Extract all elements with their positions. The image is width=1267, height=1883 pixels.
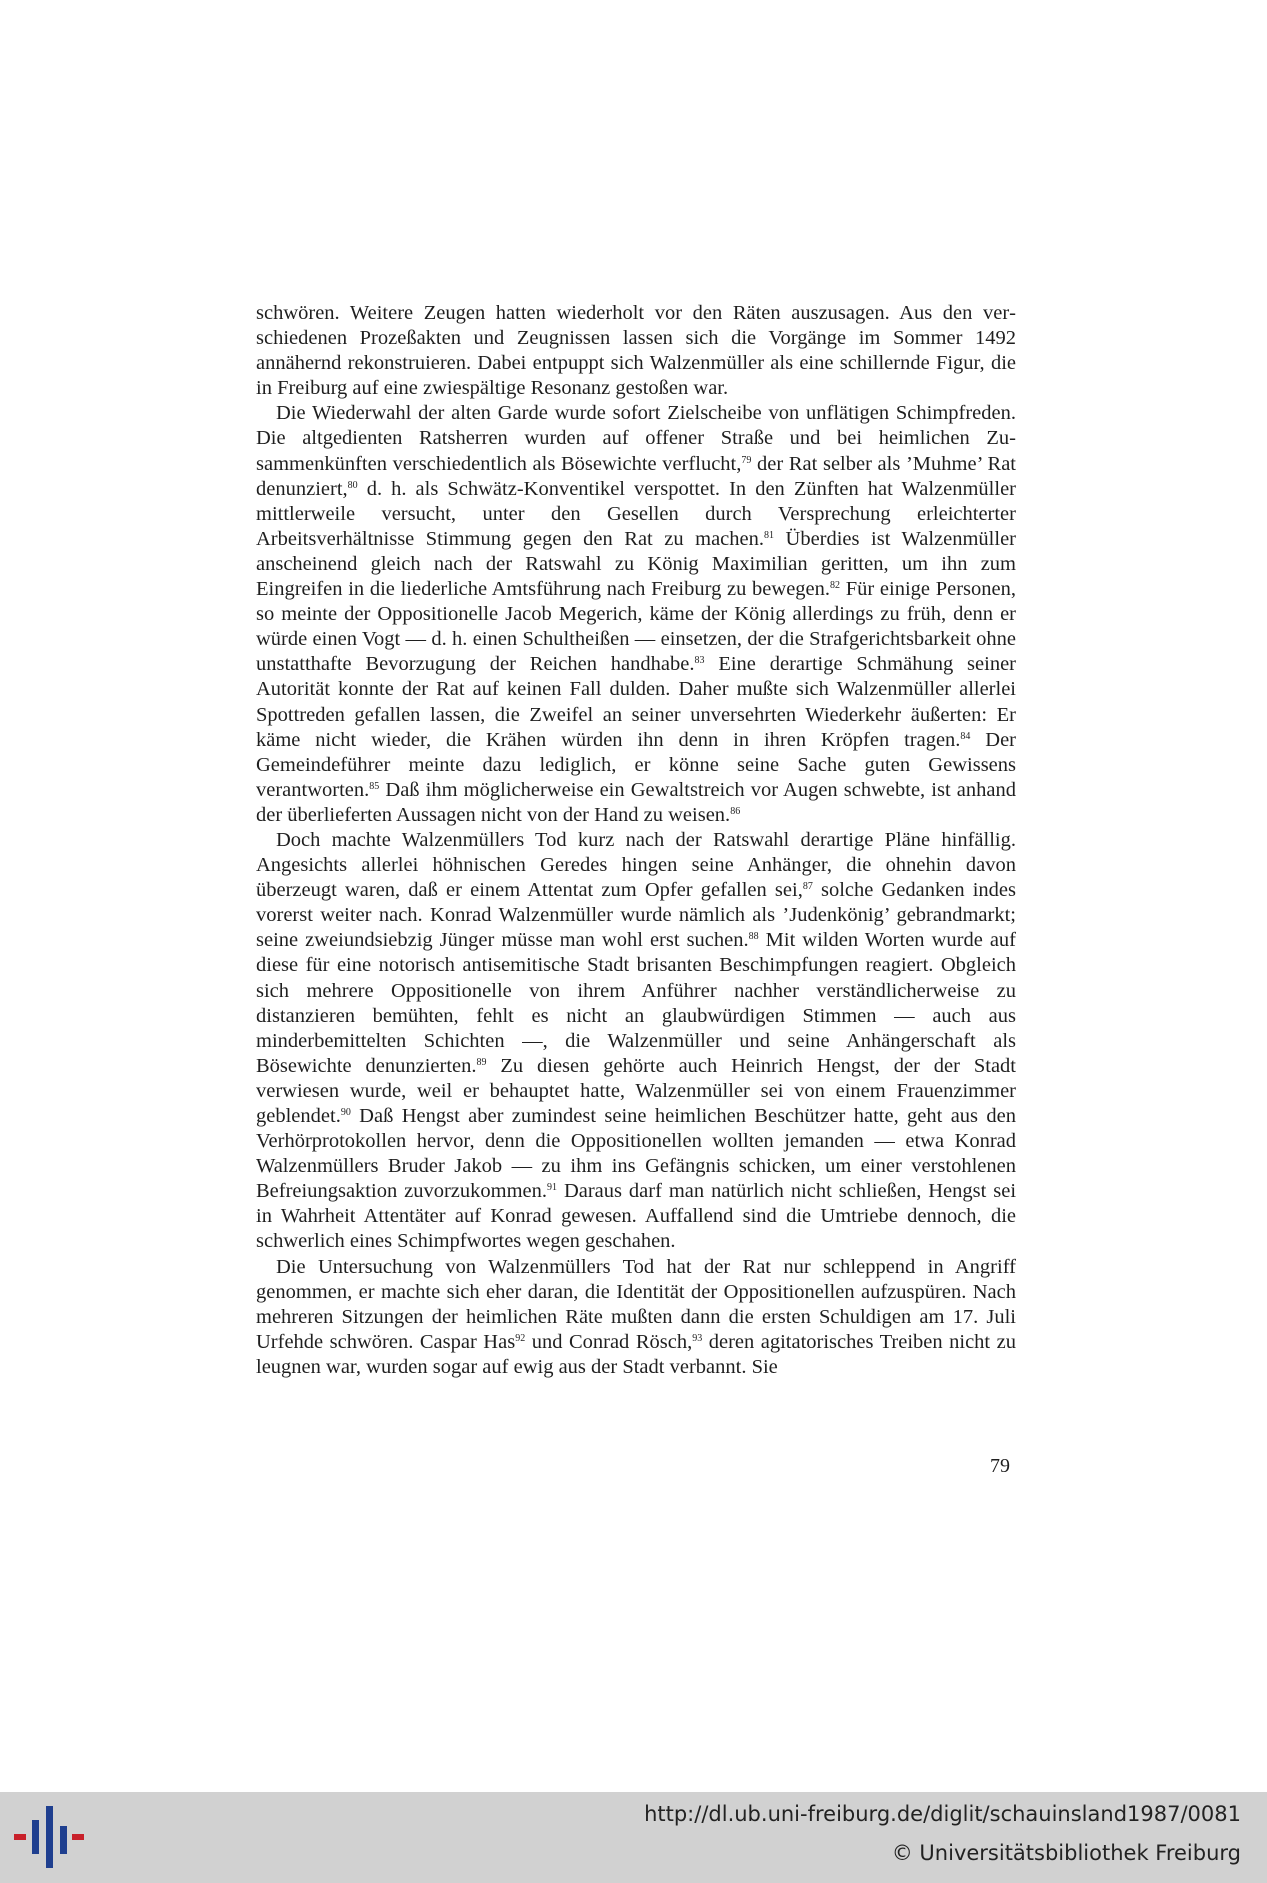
body-text — [256, 301, 1016, 1380]
footer-copyright: © Universitätsbibliothek Freiburg — [891, 1841, 1241, 1865]
library-logo-icon — [14, 1806, 80, 1868]
paragraph — [256, 1255, 1016, 1380]
text-run: und Conrad Rösch, — [525, 1330, 693, 1353]
text-run: Für einige Personen, so meinte der Oppositionelle Jacob Megerich, käme der König allerdings zu früh, denn er würde einen Vogt — d. h. einen Schultheißen — einsetzen, der die Strafgerichtsbarkeit ohne unstatthafte Bevorzugung der Reichen handhabe. — [256, 578, 1016, 676]
text-run: d. h. als Schwätz-Konventikel verspottet. In den Zünften hat Walzenmüller mittlerweile versucht, unter den Gesellen durch Versprechung erleichterter Arbeitsverhältnisse Stimmung gegen den Rat zu machen. — [256, 477, 1016, 550]
footnote-ref: 81 — [764, 529, 774, 541]
paragraph — [256, 301, 1016, 401]
text-run: Der Gemeindeführer meinte dazu lediglich, er könne seine Sache guten Gewissens verantworten. — [256, 728, 1017, 801]
footnote-ref: 90 — [340, 1107, 351, 1118]
text-run: Daß ihm möglicherweise ein Gewaltstreich vor Augen schwebte, ist anhand der überlieferten Aussagen nicht von der Hand zu weisen. — [256, 778, 1016, 826]
footnote-ref: 93 — [692, 1332, 703, 1344]
footnote-ref: 86 — [730, 805, 741, 817]
footnote-ref: 92 — [515, 1332, 526, 1344]
footnote-ref: 91 — [547, 1182, 558, 1194]
text-run: deren agitatorisches Treiben nicht zu leugnen war, wurden sogar auf ewig aus der Stadt verbannt. Sie — [256, 1330, 1016, 1378]
footnote-ref: 87 — [802, 881, 813, 893]
text-run: Die Wiederwahl der alten Garde wurde sofort Zielscheibe von unflätigen Schimpfreden. Die altgedienten Ratsherren wurden auf offener Straße und bei heimlichen Zusammenkünften verschiedentlich als Bösewichte verflucht, — [256, 402, 1016, 475]
text-run: solche Gedanken indes vorerst weiter nach. Konrad Walzenmüller wurde nämlich als ’Judenkönig’ gebrandmarkt; seine zweiundsiebzig Jünger müsse man wohl erst suchen. — [256, 879, 1016, 952]
text-run: schwören. Weitere Zeugen hatten wiederholt vor den Räten auszusagen. Aus den verschiedenen Prozeßakten und Zeugnissen lassen sich die Vorgänge im Sommer 1492 annähernd rekonstruieren. Dabei entpuppt sich Walzenmüller als eine schillernde Figur, die in Freiburg auf eine zwiespältige Resonanz gestoßen war. — [256, 302, 1016, 400]
text-run: der Rat selber als ’Muhme’ Rat denunziert, — [256, 452, 1016, 500]
text-run: Die Untersuchung von Walzenmüllers Tod hat der Rat nur schleppend in Angriff genommen, er machte sich eher daran, die Identität der Oppositionellen aufzuspüren. Nach mehreren Sitzungen der heimlichen Räte mußten dann die ersten Schuldigen am 17. Juli Urfehde schwören. Caspar Has — [256, 1255, 1016, 1353]
logo-bar — [46, 1806, 53, 1868]
footnote-ref: 89 — [476, 1056, 487, 1068]
footnote-ref: 84 — [960, 730, 971, 742]
text-run: Mit wilden Worten wurde auf diese für eine notorisch antisemitische Stadt brisanten Beschimpfungen reagiert. Obgleich sich mehrere Oppositionelle von ihrem Anführer nachher verständlicherweise zu distanzieren bemühten, fehlt es nicht an glaubwürdigen Stimmen — auch aus minderbemittelten Schichten —, die Walzenmüller und seine Anhängerschaft als Bösewichte denunzierten. — [256, 929, 1016, 1077]
footnote-ref: 83 — [694, 655, 705, 667]
logo-bar — [72, 1834, 84, 1840]
footer-bar — [0, 1792, 1267, 1883]
logo-bar — [14, 1834, 26, 1840]
text-run: Doch machte Walzenmüllers Tod kurz nach der Ratswahl derartige Pläne hinfällig. Angesichts allerlei höhnischen Geredes hingen seine Anhänger, die ohnehin davon überzeugt waren, daß er einem Attentat zum Opfer gefallen sei, — [256, 828, 1016, 902]
footer-url-link[interactable]: http://dl.ub.uni-freiburg.de/diglit/schauinsland1987/0081 — [644, 1802, 1241, 1826]
paragraph — [256, 828, 1016, 1255]
logo-bar — [60, 1826, 67, 1854]
footnote-ref: 88 — [748, 931, 759, 943]
text-run: Eine derartige Schmähung seiner Autorität konnte der Rat auf keinen Fall dulden. Daher mußte sich Walzenmüller allerlei Spottreden gefallen lassen, die Zweifel an seiner unversehrten Wiederkehr äußerten: Er käme nicht wieder, die Krähen würden ihn denn in ihren Kröpfen tragen. — [256, 653, 1016, 751]
footnote-ref: 80 — [347, 479, 358, 491]
text-run: Daß Hengst aber zumindest seine heimlichen Beschützer hatte, geht aus den Verhörprotokollen hervor, denn die Oppositionellen wollten jemanden — etwa Konrad Walzenmüllers Bruder Jakob — zu ihm ins Gefängnis schicken, um einer verstohlenen Befreiungsaktion zuvorzukommen. — [256, 1105, 1016, 1203]
text-run: Überdies ist Walzenmüller anscheinend gleich nach der Ratswahl zu König Maximilian geritten, um ihn zum Eingreifen in die liederliche Amtsführung nach Freiburg zu bewegen. — [256, 527, 1016, 601]
paragraph — [256, 401, 1016, 828]
footnote-ref: 85 — [369, 780, 380, 792]
text-run: Zu diesen gehörte auch Heinrich Hengst, der der Stadt verwiesen wurde, weil er behauptet hatte, Walzenmüller sei von einem Frauenzimmer geblendet. — [256, 1054, 1016, 1127]
logo-bar — [32, 1820, 39, 1854]
page-number: 79 — [990, 1455, 1010, 1477]
text-run: Daraus darf man natürlich nicht schließen, Hengst sei in Wahrheit Attentäter auf Konrad gewesen. Auffallend sind die Umtriebe dennoch, die schwerlich eines Schimpfwortes wegen geschahen. — [256, 1180, 1017, 1253]
footnote-ref: 79 — [741, 454, 752, 466]
footnote-ref: 82 — [830, 580, 841, 592]
